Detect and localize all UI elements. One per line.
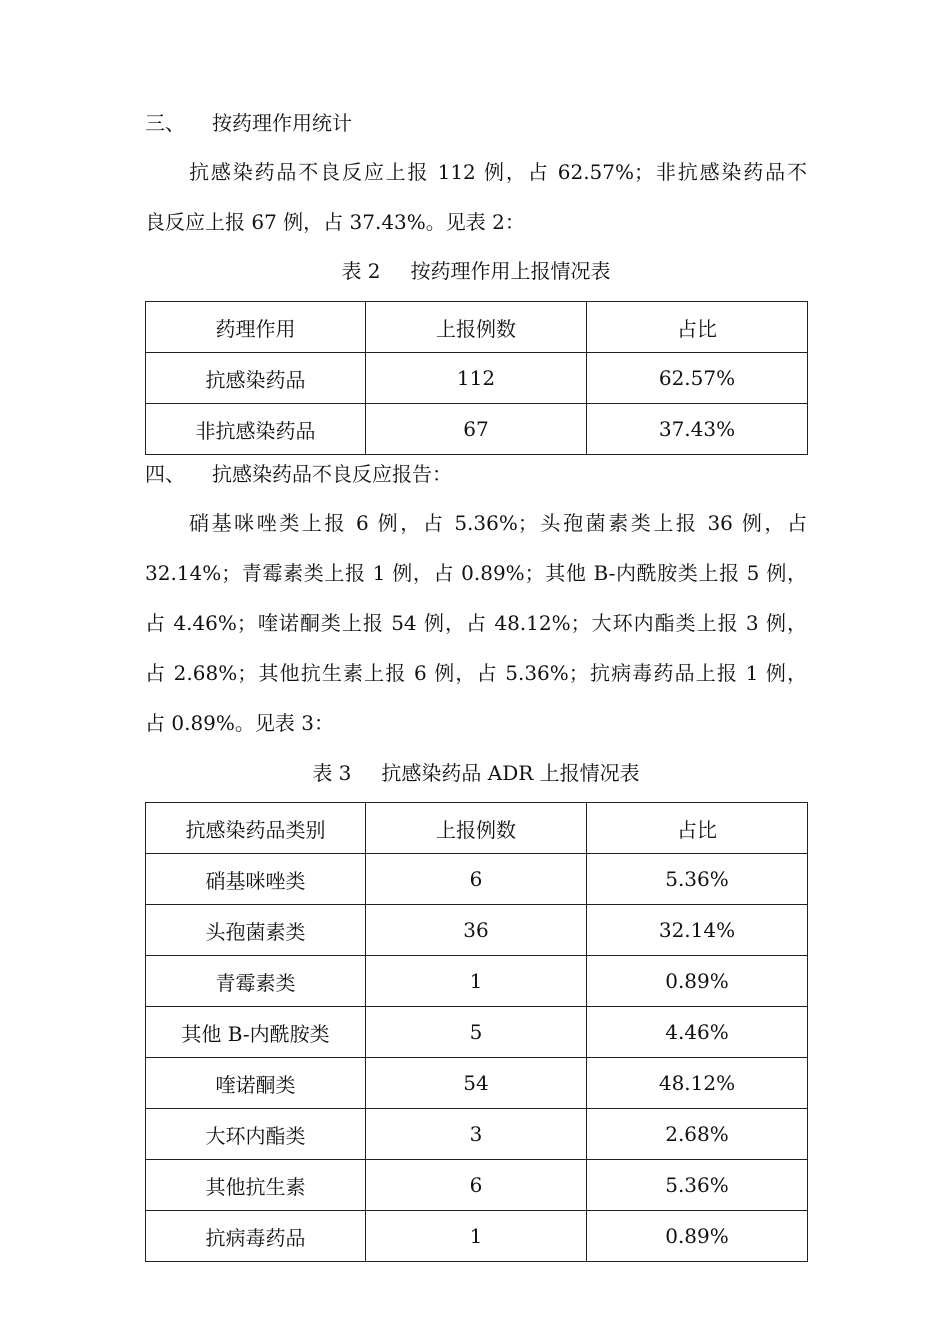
section-4-paragraph-line-4: 占 2.68%；其他抗生素上报 6 例，占 5.36%；抗病毒药品上报 1 例， — [145, 661, 807, 685]
table-3-header-cell: 上报例数 — [366, 803, 587, 854]
section-4-paragraph-line-5: 占 0.89%。见表 3： — [145, 711, 334, 735]
table-cell: 67 — [366, 404, 587, 455]
table-cell: 抗病毒药品 — [146, 1211, 366, 1262]
table-cell: 4.46% — [587, 1007, 808, 1058]
table-cell: 5 — [366, 1007, 587, 1058]
table-cell: 5.36% — [587, 854, 808, 905]
table-3-header-cell: 抗感染药品类别 — [146, 803, 366, 854]
table-cell: 112 — [366, 353, 587, 404]
table-cell: 62.57% — [587, 353, 808, 404]
table-cell: 头孢菌素类 — [146, 905, 366, 956]
section-4-number: 四、 — [145, 462, 185, 486]
section-4-paragraph-line-1: 硝基咪唑类上报 6 例，占 5.36%；头孢菌素类上报 36 例，占 — [189, 511, 807, 535]
table-row — [146, 1211, 808, 1262]
table-cell: 48.12% — [587, 1058, 808, 1109]
table-3-caption — [145, 758, 807, 788]
table-2-header-row — [146, 302, 808, 353]
section-3-paragraph-line-2: 良反应上报 67 例，占 37.43%。见表 2： — [145, 210, 525, 234]
table-row — [146, 905, 808, 956]
section-3-number: 三、 — [145, 111, 185, 135]
table-3-header-cell: 占比 — [587, 803, 808, 854]
table-cell: 37.43% — [587, 404, 808, 455]
table-2-caption-number: 表 2 — [341, 259, 381, 283]
table-row — [146, 1007, 808, 1058]
section-4-title: 抗感染药品不良反应报告： — [212, 462, 452, 486]
table-cell: 青霉素类 — [146, 956, 366, 1007]
table-3-caption-number: 表 3 — [312, 761, 352, 785]
section-4-paragraph-line-3: 占 4.46%；喹诺酮类上报 54 例，占 48.12%；大环内酯类上报 3 例， — [145, 611, 807, 635]
table-row — [146, 1058, 808, 1109]
section-4-paragraph-line-2: 32.14%；青霉素类上报 1 例，占 0.89%；其他 B-内酰胺类上报 5 例， — [145, 561, 807, 585]
table-row — [146, 1109, 808, 1160]
table-cell: 1 — [366, 1211, 587, 1262]
table-cell: 6 — [366, 854, 587, 905]
table-cell: 3 — [366, 1109, 587, 1160]
table-cell: 抗感染药品 — [146, 353, 366, 404]
table-cell: 其他 B-内酰胺类 — [146, 1007, 366, 1058]
table-2-header-cell: 占比 — [587, 302, 808, 353]
table-cell: 6 — [366, 1160, 587, 1211]
section-3-heading — [145, 108, 352, 138]
table-cell: 0.89% — [587, 956, 808, 1007]
table-2-header-cell: 上报例数 — [366, 302, 587, 353]
table-cell: 大环内酯类 — [146, 1109, 366, 1160]
table-cell: 2.68% — [587, 1109, 808, 1160]
table-2 — [145, 301, 808, 455]
table-cell: 硝基咪唑类 — [146, 854, 366, 905]
table-3-caption-title: 抗感染药品 ADR 上报情况表 — [381, 761, 640, 785]
table-2-caption-title: 按药理作用上报情况表 — [410, 259, 611, 283]
table-3-header-row — [146, 803, 808, 854]
table-cell: 0.89% — [587, 1211, 808, 1262]
table-cell: 36 — [366, 905, 587, 956]
table-row — [146, 404, 808, 455]
section-4-heading — [145, 459, 452, 489]
table-cell: 其他抗生素 — [146, 1160, 366, 1211]
table-cell: 54 — [366, 1058, 587, 1109]
table-cell: 32.14% — [587, 905, 808, 956]
section-3-paragraph-line-1: 抗感染药品不良反应上报 112 例，占 62.57%；非抗感染药品不 — [189, 160, 807, 184]
section-3-title: 按药理作用统计 — [212, 111, 352, 135]
table-row — [146, 854, 808, 905]
table-3 — [145, 802, 808, 1262]
table-cell: 喹诺酮类 — [146, 1058, 366, 1109]
table-cell: 1 — [366, 956, 587, 1007]
table-row — [146, 956, 808, 1007]
table-row — [146, 353, 808, 404]
table-2-caption — [145, 256, 807, 286]
table-cell: 非抗感染药品 — [146, 404, 366, 455]
table-cell: 5.36% — [587, 1160, 808, 1211]
table-2-header-cell: 药理作用 — [146, 302, 366, 353]
table-row — [146, 1160, 808, 1211]
